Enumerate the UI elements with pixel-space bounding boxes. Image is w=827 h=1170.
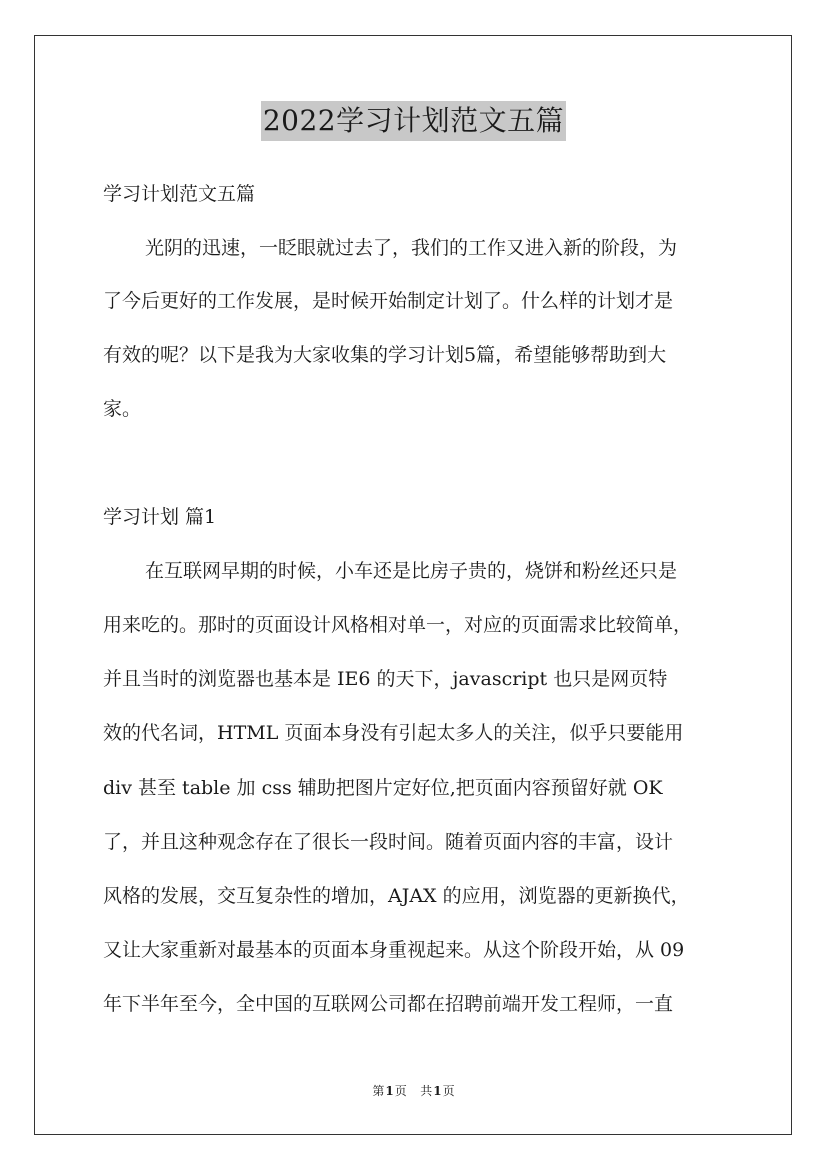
section-line-5: div 甚至 table 加 css 辅助把图片定好位,把页面内容预留好就 OK: [103, 777, 663, 799]
section-line-7: 风格的发展，交互复杂性的增加，AJAX 的应用，浏览器的更新换代，: [103, 885, 690, 907]
footer-page-suffix: 页: [394, 1084, 407, 1098]
intro-line-4: 家。: [103, 398, 142, 420]
intro-line-1: 光阴的迅速，一眨眼就过去了，我们的工作又进入新的阶段，为: [145, 237, 678, 259]
page-footer: [0, 1083, 827, 1099]
section-line-4: 效的代名词，HTML 页面本身没有引起太多人的关注，似乎只要能用: [103, 722, 684, 744]
section-line-1: 在互联网早期的时候，小车还是比房子贵的，烧饼和粉丝还只是: [145, 560, 678, 582]
footer-total-number: 1: [433, 1084, 442, 1098]
section-line-8: 又让大家重新对最基本的页面本身重视起来。从这个阶段开始，从 09: [103, 939, 685, 961]
document-subtitle: 学习计划范文五篇: [103, 183, 256, 205]
document-title: 2022学习计划范文五篇: [261, 101, 566, 141]
section-line-6: 了，并且这种观念存在了很长一段时间。随着页面内容的丰富，设计: [103, 831, 674, 853]
intro-line-3: 有效的呢？以下是我为大家收集的学习计划5篇，希望能够帮助到大: [103, 344, 667, 366]
title-wrapper: [0, 101, 827, 141]
intro-line-2: 了今后更好的工作发展，是时候开始制定计划了。什么样的计划才是: [103, 290, 674, 312]
footer-total-suffix: 页: [442, 1084, 455, 1098]
section-line-3: 并且当时的浏览器也基本是 IE6 的天下，javascript 也只是网页特: [103, 668, 668, 690]
section-heading: 学习计划 篇1: [103, 506, 217, 528]
footer-page-prefix: 第: [372, 1084, 385, 1098]
footer-page-number: 1: [385, 1084, 394, 1098]
section-line-9: 年下半年至今，全中国的互联网公司都在招聘前端开发工程师，一直: [103, 993, 674, 1015]
section-line-2: 用来吃的。那时的页面设计风格相对单一，对应的页面需求比较简单，: [103, 614, 693, 636]
footer-total-prefix: 共: [420, 1084, 433, 1098]
